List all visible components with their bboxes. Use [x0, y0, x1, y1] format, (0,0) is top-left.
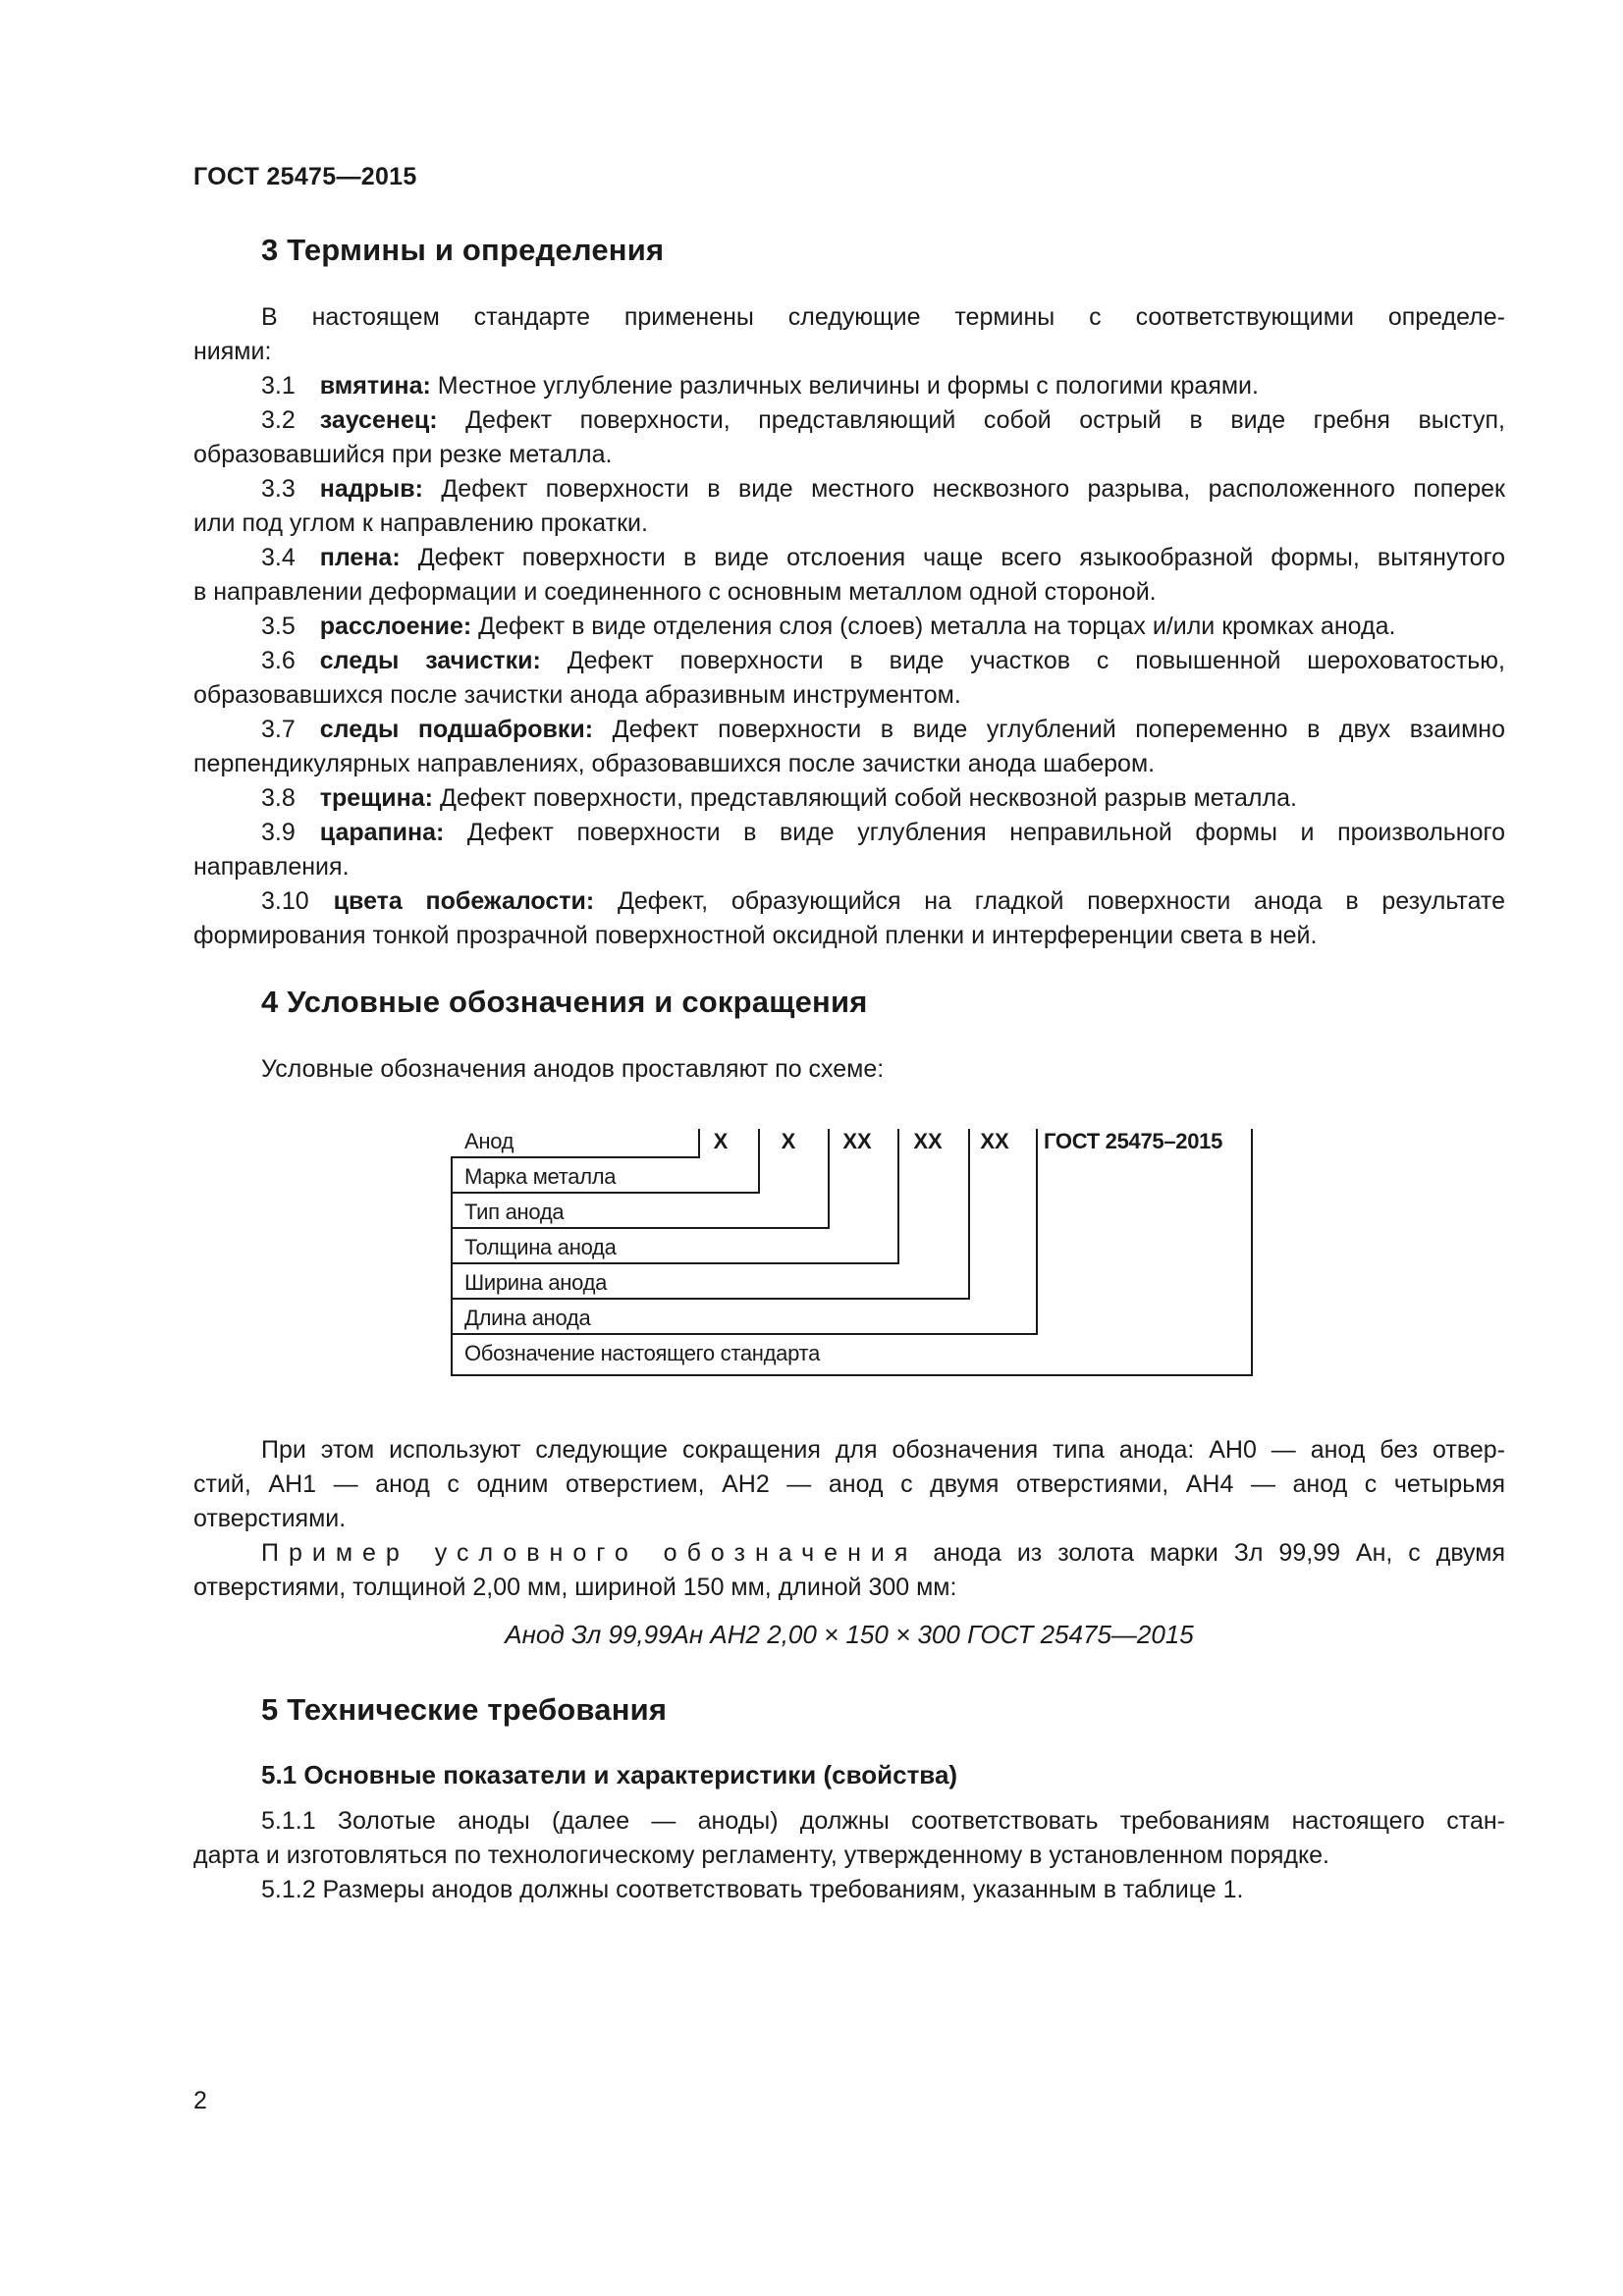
scheme-width-vline [968, 1129, 970, 1300]
scheme-length-hline [451, 1333, 1038, 1335]
term-line-1 [193, 644, 1505, 678]
term-word: следы зачистки: [319, 647, 541, 674]
section-4-title: 4 Условные обозначения и сокращения [261, 985, 868, 1019]
term-line-1 [193, 369, 1505, 403]
scheme-row-metal: Марка металла [464, 1164, 617, 1189]
term-item [193, 369, 1505, 403]
term-line-2: образовавшихся после зачистки анода абразивным инструментом. [193, 681, 961, 709]
scheme-metal-vline [758, 1129, 760, 1194]
term-definition: Дефект, образующийся на гладкой поверхности анода в результате [617, 887, 1506, 915]
section-3-title: 3 Термины и определения [261, 233, 665, 267]
scheme-row-width: Ширина анода [464, 1270, 608, 1295]
example-designation: Анод Зл 99,99Ан АН2 2,00 × 150 × 300 ГОСТ 25475—2015 [505, 1620, 1194, 1649]
term-item [193, 472, 1505, 541]
term-line-1 [193, 403, 1505, 438]
scheme-thickness-vline [897, 1129, 899, 1264]
scheme-row-standard: Обозначение настоящего стандарта [464, 1341, 821, 1365]
section-3-intro [193, 300, 1505, 369]
abbr-line-3: отверстиями. [193, 1505, 347, 1532]
intro-line-1: В настоящем стандарте применены следующие термины с соответствующими определе- [261, 303, 1505, 331]
scheme-intro: Условные обозначения анодов проставляют по схеме: [261, 1055, 885, 1083]
term-number: 3.6 [261, 647, 296, 674]
term-line-1 [193, 610, 1505, 644]
scheme-metal-hline [451, 1192, 760, 1194]
term-definition: Дефект поверхности в виде отслоения чаще всего языкообразной формы, вытянутого [417, 544, 1505, 571]
scheme-left-bar [451, 1156, 453, 1376]
scheme-standard-hline [451, 1374, 1253, 1376]
subsection-5-1-title: 5.1 Основные показатели и характеристики (свойства) [261, 1760, 958, 1789]
scheme-code-length: XX [980, 1129, 1009, 1153]
scheme-width-hline [451, 1298, 970, 1300]
term-number: 3.8 [261, 784, 296, 812]
term-word: надрыв: [319, 475, 423, 503]
term-word: заусенец: [319, 406, 438, 434]
example-text: анода из золота марки Зл 99,99 Ан, с двумя [933, 1539, 1506, 1567]
term-line-1 [193, 816, 1505, 850]
term-item [193, 781, 1505, 816]
term-number: 3.7 [261, 716, 296, 743]
term-item [193, 403, 1505, 472]
term-number: 3.5 [261, 613, 296, 640]
term-word: царапина: [319, 819, 445, 846]
term-definition: Дефект поверхности, представляющий собой несквозной разрыв металла. [439, 784, 1297, 812]
term-item [193, 610, 1505, 644]
term-number: 3.10 [261, 887, 309, 915]
term-item [193, 713, 1505, 781]
term-word: плена: [319, 544, 401, 571]
term-line-1 [193, 781, 1505, 816]
example-line-1 [193, 1536, 1505, 1571]
scheme-row-thickness: Толщина анода [464, 1235, 617, 1259]
scheme-code-thickness: XX [842, 1129, 872, 1153]
term-line-2: образовавшийся при резке металла. [193, 441, 613, 468]
scheme-head-label: Анод [464, 1129, 514, 1153]
term-line-2: перпендикулярных направлениях, образовавшихся после зачистки анода шабером. [193, 750, 1156, 777]
section-5-title: 5 Технические требования [261, 1692, 668, 1727]
p511-line-2: дарта и изготовляться по технологическому регламенту, утвержденному в установленном порядке. [193, 1842, 1330, 1869]
term-definition: Дефект поверхности, представляющий собой острый в виде гребня выступ, [465, 406, 1505, 434]
scheme-standard-vline [1251, 1129, 1253, 1376]
intro-line-2: ниями: [193, 338, 272, 365]
scheme-standard: ГОСТ 25475–2015 [1044, 1129, 1223, 1153]
scheme-row-type: Тип анода [464, 1200, 565, 1224]
abbr-line-2: стий, АН1 — анод с одним отверстием, АН2 — анод с двумя отверстиями, АН4 — анод с четырьмя [193, 1470, 1505, 1498]
term-word: вмятина: [319, 372, 431, 400]
term-line-2: или под углом к направлению прокатки. [193, 509, 648, 537]
scheme-code-width: XX [913, 1129, 943, 1153]
term-number: 3.4 [261, 544, 296, 571]
scheme-head-tick [698, 1129, 700, 1158]
paragraph-5-1-2 [193, 1873, 1505, 1907]
scheme-type-hline [451, 1227, 830, 1229]
term-word: цвета побежалости: [333, 887, 595, 915]
example-line-2: отверстиями, толщиной 2,00 мм, шириной 150 мм, длиной 300 мм: [193, 1574, 957, 1601]
term-word: трещина: [319, 784, 433, 812]
term-number: 3.1 [261, 372, 296, 400]
term-item [193, 884, 1505, 953]
term-number: 3.2 [261, 406, 296, 434]
term-definition: Местное углубление различных величины и формы с пологими краями. [437, 372, 1259, 400]
term-definition: Дефект поверхности в виде местного несквозного разрыва, расположенного поперек [441, 475, 1505, 503]
p511-line-1: 5.1.1 Золотые аноды (далее — аноды) должны соответствовать требованиям настоящего стан- [261, 1807, 1505, 1835]
example-label: Пример условного обозначения [261, 1539, 918, 1567]
term-number: 3.9 [261, 819, 296, 846]
scheme-type-vline [828, 1129, 830, 1229]
term-line-1 [193, 541, 1505, 575]
term-line-1 [193, 713, 1505, 747]
term-definition: Дефект поверхности в виде углубления неправильной формы и произвольного [466, 819, 1505, 846]
term-definition: Дефект поверхности в виде углублений попеременно в двух взаимно [612, 716, 1505, 743]
term-definition: Дефект поверхности в виде участков с повышенной шероховатостью, [567, 647, 1505, 674]
p512-line: 5.1.2 Размеры анодов должны соответствовать требованиям, указанным в таблице 1. [261, 1876, 1244, 1903]
scheme-code-type: X [781, 1129, 796, 1153]
term-item [193, 816, 1505, 884]
term-item [193, 644, 1505, 713]
paragraph-5-1-1 [193, 1804, 1505, 1873]
term-line-1 [193, 472, 1505, 507]
scheme-length-vline [1036, 1129, 1038, 1335]
scheme-thickness-hline [451, 1262, 899, 1264]
term-line-2: в направлении деформации и соединенного с основным металлом одной стороной. [193, 578, 1157, 606]
scheme-head-line [451, 1156, 700, 1158]
term-number: 3.3 [261, 475, 296, 503]
term-word: расслоение: [319, 613, 472, 640]
term-line-2: направления. [193, 853, 350, 881]
term-item [193, 541, 1505, 610]
example-paragraph [193, 1536, 1505, 1605]
term-definition: Дефект в виде отделения слоя (слоев) металла на торцах и/или кромках анода. [478, 613, 1396, 640]
document-code: ГОСТ 25475—2015 [193, 163, 417, 190]
term-word: следы подшабровки: [319, 716, 594, 743]
term-line-1 [193, 884, 1505, 919]
abbreviations-paragraph [193, 1433, 1505, 1536]
term-line-2: формирования тонкой прозрачной поверхностной оксидной пленки и интерференции света в ней. [193, 922, 1318, 949]
page-number: 2 [193, 2087, 207, 2114]
scheme-row-length: Длина анода [464, 1306, 591, 1330]
abbr-line-1: При этом используют следующие сокращения для обозначения типа анода: АН0 — анод без отвер- [261, 1436, 1505, 1464]
scheme-code-metal: X [713, 1129, 729, 1153]
